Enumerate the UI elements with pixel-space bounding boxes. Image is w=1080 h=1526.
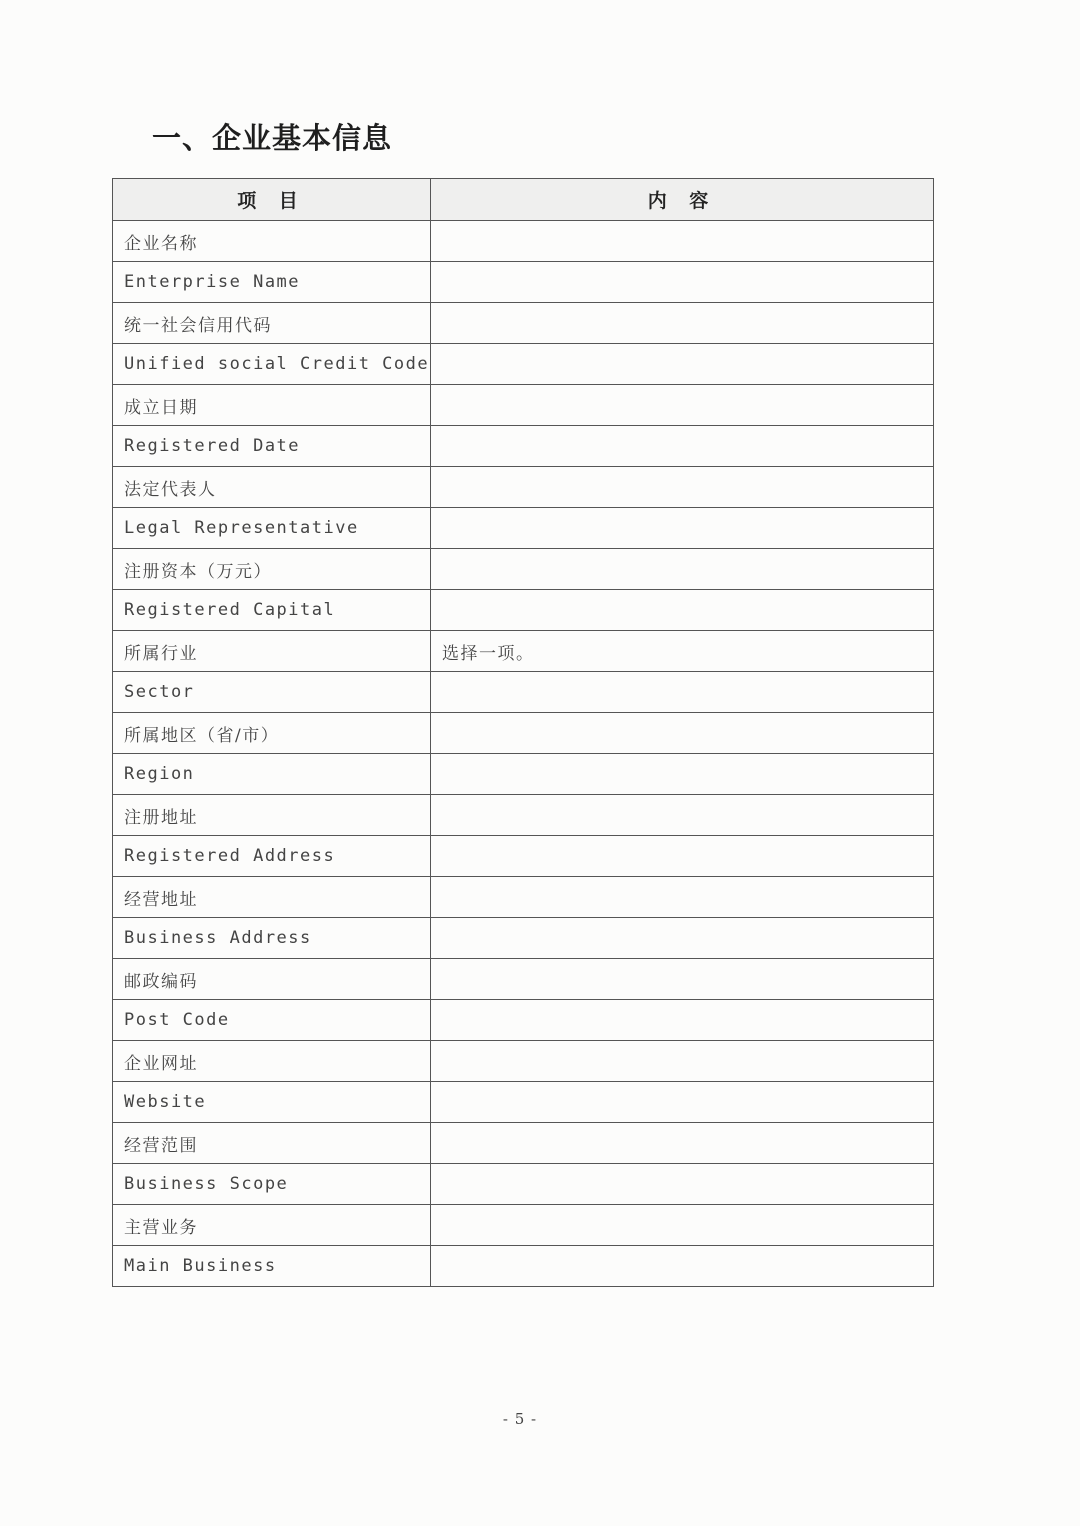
- table-row: [113, 508, 934, 549]
- table-row: [113, 262, 934, 303]
- row-label: Post Code: [113, 1000, 431, 1041]
- table-row: [113, 549, 934, 590]
- page-number: - 5 -: [502, 1410, 538, 1428]
- row-value: [431, 795, 934, 836]
- table-row: [113, 836, 934, 877]
- table-body: [113, 221, 934, 1287]
- row-value: [431, 1205, 934, 1246]
- row-value: [431, 1123, 934, 1164]
- row-label: 经营范围: [113, 1123, 431, 1164]
- row-label: 邮政编码: [113, 959, 431, 1000]
- row-value: [431, 1041, 934, 1082]
- table-row: [113, 1082, 934, 1123]
- table-row: [113, 918, 934, 959]
- row-value: [431, 467, 934, 508]
- row-label: Registered Address: [113, 836, 431, 877]
- table-row: [113, 221, 934, 262]
- section-title: 一、企业基本信息: [152, 121, 393, 155]
- table-row: [113, 672, 934, 713]
- row-label: 法定代表人: [113, 467, 431, 508]
- row-value: [431, 918, 934, 959]
- row-value: [431, 1000, 934, 1041]
- table-row: [113, 631, 934, 672]
- row-label: 统一社会信用代码: [113, 303, 431, 344]
- table-row: [113, 1164, 934, 1205]
- table-row: [113, 1123, 934, 1164]
- header-item: 项 目: [113, 179, 431, 221]
- row-value: [431, 1164, 934, 1205]
- row-value: [431, 221, 934, 262]
- table-row: [113, 1000, 934, 1041]
- row-label: Region: [113, 754, 431, 795]
- table-row: [113, 426, 934, 467]
- row-value: [431, 713, 934, 754]
- row-label: Business Address: [113, 918, 431, 959]
- table-row: [113, 754, 934, 795]
- row-label: 所属地区（省/市）: [113, 713, 431, 754]
- row-value: [431, 836, 934, 877]
- row-value: [431, 754, 934, 795]
- table-row: [113, 795, 934, 836]
- row-label: Sector: [113, 672, 431, 713]
- table-row: [113, 344, 934, 385]
- table-header-row: [113, 179, 934, 221]
- row-value: [431, 877, 934, 918]
- row-value: [431, 426, 934, 467]
- row-value: [431, 262, 934, 303]
- row-value: [431, 385, 934, 426]
- row-value: [431, 549, 934, 590]
- row-label: Registered Capital: [113, 590, 431, 631]
- row-value: [431, 672, 934, 713]
- table-row: [113, 467, 934, 508]
- table-row: [113, 959, 934, 1000]
- row-value: [431, 959, 934, 1000]
- row-value: 选择一项。: [431, 631, 934, 672]
- row-value: [431, 303, 934, 344]
- table-row: [113, 385, 934, 426]
- row-label: 主营业务: [113, 1205, 431, 1246]
- row-label: 所属行业: [113, 631, 431, 672]
- row-value: [431, 508, 934, 549]
- row-label: 企业网址: [113, 1041, 431, 1082]
- row-label: 成立日期: [113, 385, 431, 426]
- row-label: Main Business: [113, 1246, 431, 1287]
- table-row: [113, 1205, 934, 1246]
- row-label: Registered Date: [113, 426, 431, 467]
- row-label: Legal Representative: [113, 508, 431, 549]
- row-label: Enterprise Name: [113, 262, 431, 303]
- row-label: Unified social Credit Code: [113, 344, 431, 385]
- table-row: [113, 1246, 934, 1287]
- table-row: [113, 713, 934, 754]
- row-value: [431, 344, 934, 385]
- row-label: 注册资本（万元）: [113, 549, 431, 590]
- table-row: [113, 590, 934, 631]
- table-row: [113, 303, 934, 344]
- enterprise-info-table: [112, 178, 934, 1287]
- row-value: [431, 1082, 934, 1123]
- table-row: [113, 1041, 934, 1082]
- row-label: 企业名称: [113, 221, 431, 262]
- row-label: Website: [113, 1082, 431, 1123]
- row-label: Business Scope: [113, 1164, 431, 1205]
- table-row: [113, 877, 934, 918]
- row-label: 经营地址: [113, 877, 431, 918]
- row-value: [431, 1246, 934, 1287]
- header-content: 内 容: [431, 179, 934, 221]
- row-value: [431, 590, 934, 631]
- row-label: 注册地址: [113, 795, 431, 836]
